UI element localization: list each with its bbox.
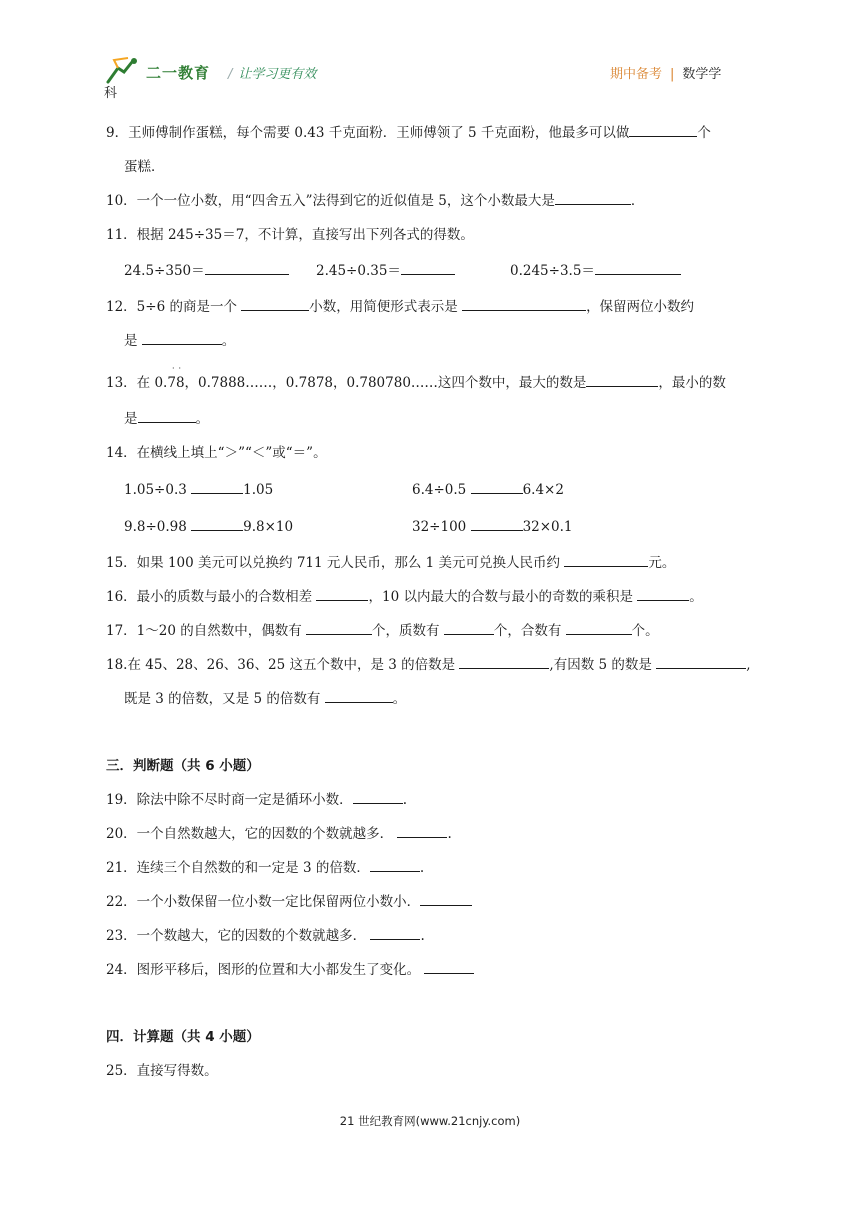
slogan-text: 让学习更有效: [238, 67, 317, 82]
q20-text: 20．一个自然数越大，它的因数的个数就越多．: [106, 826, 394, 842]
exam-kind: 期中备考: [610, 67, 663, 82]
q18-text-c: ,: [746, 657, 751, 673]
question-16: [106, 588, 703, 606]
q11-part-a: [124, 262, 289, 280]
q11b-expr: 2.45÷0.35＝: [316, 263, 401, 279]
q13-text-a: 13．在 0.78，0.7888……，0.7878，0.780780……这四个数中，最大的数是: [106, 375, 587, 391]
question-18: [106, 656, 750, 674]
q14d-left: 32÷100: [412, 519, 467, 535]
q11c-expr: 0.245÷3.5＝: [510, 263, 595, 279]
answer-blank[interactable]: [241, 298, 309, 311]
q21-end: .: [419, 860, 425, 876]
answer-blank[interactable]: [564, 554, 648, 567]
answer-blank[interactable]: [471, 481, 523, 494]
question-18-cont: [124, 690, 406, 708]
q14b-left: 6.4÷0.5: [412, 482, 467, 498]
header-divider: |: [670, 67, 675, 82]
answer-blank[interactable]: [191, 518, 243, 531]
question-14: 14．在横线上填上“＞”“＜”或“＝”。: [106, 445, 327, 461]
q12-text-a: 12．5÷6 的商是一个: [106, 299, 237, 315]
q13-end: 。: [195, 411, 209, 427]
answer-blank[interactable]: [142, 332, 222, 345]
repeating-decimal-dots: ··: [172, 364, 186, 373]
q9-text: 9．王师傅制作蛋糕，每个需要 0.43 千克面粉．王师傅领了 5 千克面粉，他最多可以做: [106, 125, 630, 141]
slogan: / 让学习更有效: [228, 67, 317, 82]
question-12-cont: [124, 332, 235, 350]
q24-text: 24．图形平移后，图形的位置和大小都发生了变化。: [106, 962, 421, 978]
q12-end: 。: [221, 333, 236, 349]
question-13: [106, 374, 726, 392]
q14b-right: 6.4×2: [522, 482, 564, 498]
q21-text: 21．连续三个自然数的和一定是 3 的倍数．: [106, 860, 370, 876]
answer-blank[interactable]: [424, 961, 474, 974]
q10-end: ．: [630, 193, 645, 209]
q16-end: 。: [689, 589, 703, 605]
q23-text: 23．一个数越大，它的因数的个数就越多．: [106, 928, 367, 944]
q17-text-c: 个，合数有: [493, 623, 562, 639]
q16-text-b: ，10 以内最大的合数与最小的奇数的乘积是: [368, 589, 633, 605]
question-12: [106, 298, 694, 316]
q14c-left: 9.8÷0.98: [124, 519, 187, 535]
answer-blank[interactable]: [629, 124, 697, 137]
answer-blank[interactable]: [459, 656, 549, 669]
q15-text: 15．如果 100 美元可以兑换约 711 元人民币，那么 1 美元可兑换人民币约: [106, 555, 561, 571]
answer-blank[interactable]: [595, 262, 681, 275]
answer-blank[interactable]: [306, 622, 372, 635]
q11-part-b: [316, 262, 455, 280]
q17-end: 个。: [631, 623, 659, 639]
question-24: [106, 961, 474, 979]
question-9-cont: 蛋糕．: [124, 159, 165, 175]
question-19: [106, 791, 407, 809]
answer-blank[interactable]: [205, 262, 289, 275]
question-10: [106, 192, 644, 210]
question-22: [106, 893, 472, 911]
logo-subject-char: 科: [104, 86, 118, 101]
q19-end: .: [402, 792, 407, 808]
q10-text: 10．一个一位小数，用“四舍五入”法得到它的近似值是 5，这个小数最大是: [106, 193, 555, 209]
q14-part-d: [412, 518, 573, 536]
answer-blank[interactable]: [325, 690, 393, 703]
answer-blank[interactable]: [397, 825, 447, 838]
q14-part-c: [124, 518, 293, 536]
question-21: [106, 859, 424, 877]
question-11: 11．根据 245÷35＝7，不计算，直接写出下列各式的得数。: [106, 227, 474, 243]
q18-text-a: 18.在 45、28、26、36、25 这五个数中，是 3 的倍数是: [106, 657, 456, 673]
q14a-left: 1.05÷0.3: [124, 482, 187, 498]
question-13-cont: [124, 410, 209, 428]
answer-blank[interactable]: [462, 298, 586, 311]
q15-end: 元。: [648, 555, 676, 571]
q14d-right: 32×0.1: [522, 519, 573, 535]
q14-part-a: [124, 481, 273, 499]
answer-blank[interactable]: [444, 622, 494, 635]
q12-text-c: ，保留两位小数约: [586, 299, 695, 315]
answer-blank[interactable]: [353, 791, 403, 804]
answer-blank[interactable]: [637, 588, 689, 601]
question-23: [106, 927, 425, 945]
answer-blank[interactable]: [138, 410, 196, 423]
q20-end: .: [447, 826, 452, 842]
question-9: [106, 124, 711, 142]
q13-text-b: ，最小的数: [658, 375, 726, 391]
q18-text-b: ,有因数 5 的数是: [549, 657, 652, 673]
q14a-right: 1.05: [243, 482, 274, 498]
answer-blank[interactable]: [370, 859, 420, 872]
question-17: [106, 622, 659, 640]
answer-blank[interactable]: [555, 192, 631, 205]
answer-blank[interactable]: [370, 927, 420, 940]
question-20: [106, 825, 452, 843]
header-right: [610, 63, 721, 82]
answer-blank[interactable]: [191, 481, 243, 494]
q9-unit: 个: [697, 125, 711, 141]
q14-part-b: [412, 481, 564, 499]
section-4-title: 四．计算题（共 4 小题）: [106, 1029, 260, 1045]
q14c-right: 9.8×10: [243, 519, 294, 535]
logo-text: 二一教育: [146, 64, 211, 82]
question-15: [106, 554, 675, 572]
answer-blank[interactable]: [471, 518, 523, 531]
question-25: 25．直接写得数。: [106, 1063, 218, 1079]
answer-blank[interactable]: [566, 622, 632, 635]
q23-end: .: [420, 928, 425, 944]
q18-end: 。: [392, 691, 407, 707]
q17-text-a: 17．1～20 的自然数中，偶数有: [106, 623, 302, 639]
page-footer: 21 世纪教育网(www.21cnjy.com): [339, 1114, 521, 1128]
section-3-title: 三．判断题（共 6 小题）: [106, 758, 260, 774]
subject: 数学学: [682, 67, 722, 82]
answer-blank[interactable]: [401, 262, 455, 275]
q17-text-b: 个，质数有: [372, 623, 440, 639]
q16-text-a: 16．最小的质数与最小的合数相差: [106, 589, 313, 605]
q12-text-d: 是: [124, 333, 138, 349]
answer-blank[interactable]: [656, 656, 746, 669]
q11a-expr: 24.5÷350＝: [124, 263, 205, 279]
q18-text-d: 既是 3 的倍数，又是 5 的倍数有: [124, 691, 321, 707]
answer-blank[interactable]: [316, 588, 368, 601]
q13-text-c: 是: [124, 411, 138, 427]
answer-blank[interactable]: [586, 374, 658, 387]
answer-blank[interactable]: [420, 893, 472, 906]
q19-text: 19．除法中除不尽时商一定是循环小数．: [106, 792, 353, 808]
q12-text-b: 小数，用简便形式表示是: [309, 299, 458, 315]
q22-text: 22．一个小数保留一位小数一定比保留两位小数小．: [106, 894, 421, 910]
q11-part-c: [510, 262, 681, 280]
